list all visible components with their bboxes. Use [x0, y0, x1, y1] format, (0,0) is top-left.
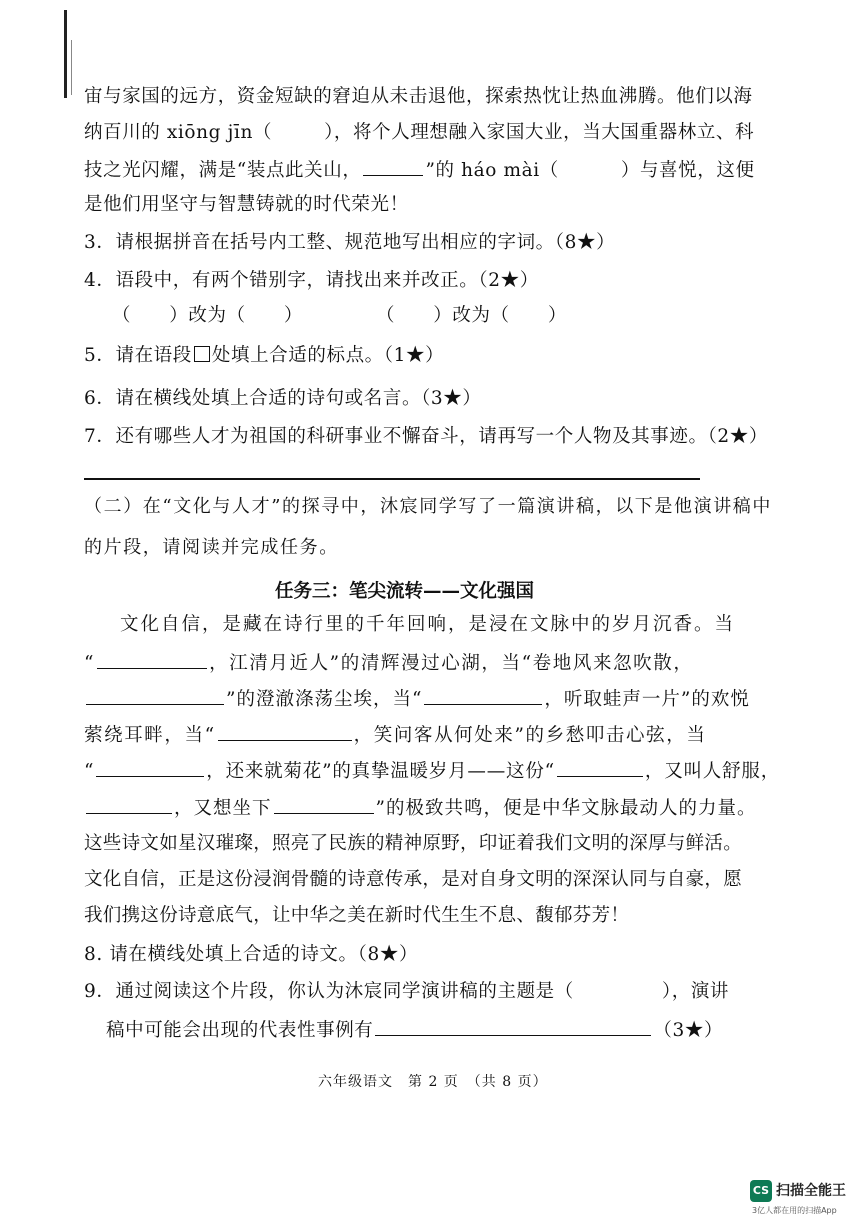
passage2-line2: “ ，江清月近人”的清辉漫过心湖，当“卷地风来忽吹散， — [84, 650, 693, 676]
question-9-line2: 稿中可能会出现的代表性事例有 （3★） — [106, 1017, 723, 1043]
passage2-line1: 文化自信，是藏在诗行里的千年回响，是浸在文脉中的岁月沉香。当 — [120, 614, 736, 635]
section2-intro-line2: 的片段，请阅读并完成任务。 — [84, 537, 339, 558]
poem-blank-8[interactable] — [86, 795, 172, 814]
passage1-line2: 纳百川的 xiōng jīn（ ），将个人理想融入家国大业，当大国重器林立、科 — [84, 122, 755, 143]
passage2-line7: 这些诗文如星汉璀璨，照亮了民族的精神原野，印证着我们文明的深厚与鲜活。 — [84, 833, 743, 854]
passage2-line5: “ ，还来就菊花”的真挚温暖岁月——这份“ ，又叫人舒服， — [84, 758, 780, 784]
poem-blank-3[interactable] — [86, 686, 224, 705]
poem-blank-6[interactable] — [96, 758, 204, 777]
section2-intro-line1: （二）在“文化与人才”的探寻中，沐宸同学写了一篇演讲稿，以下是他演讲稿中 — [84, 496, 773, 517]
poem-blank-2[interactable] — [97, 650, 207, 669]
passage2-line3: ”的澄澈涤荡尘埃，当“ ，听取蛙声一片”的欢悦 — [84, 686, 750, 712]
camscanner-tagline: 3亿人都在用的扫描App — [752, 1206, 837, 1215]
poem-blank-7[interactable] — [557, 758, 643, 777]
question-5: 5．请在语段 处填上合适的标点。（1★） — [84, 345, 445, 366]
scan-edge-mark — [64, 10, 67, 98]
question-7: 7．还有哪些人才为祖国的科研事业不懈奋斗，请再写一个人物及其事迹。（2★） — [84, 426, 768, 447]
passage1-line4: 是他们用坚守与智慧铸就的时代荣光！ — [84, 194, 409, 215]
camscanner-name: 扫描全能王 — [776, 1183, 846, 1199]
punctuation-box-icon — [194, 346, 210, 362]
question-4-answer-a[interactable]: （ ）改为（ ） — [112, 305, 304, 326]
question-8: 8. 请在横线处填上合适的诗文。（8★） — [84, 944, 419, 965]
camscanner-logo-icon: CS — [750, 1180, 772, 1202]
question-6: 6．请在横线处填上合适的诗句或名言。（3★） — [84, 388, 482, 409]
passage1-line1: 宙与家国的远方，资金短缺的窘迫从未击退他，探索热忱让热血沸腾。他们以海 — [84, 86, 753, 107]
poem-blank-9[interactable] — [274, 795, 374, 814]
passage1-line3: 技之光闪耀，满是“装点此关山， ”的 háo mài（ ）与喜悦，这便 — [84, 157, 755, 183]
passage2-line8: 文化自信，正是这份浸润骨髓的诗意传承，是对自身文明的深深认同与自豪，愿 — [84, 869, 743, 890]
poem-blank-5[interactable] — [218, 722, 352, 741]
question-9: 9．通过阅读这个片段，你认为沐宸同学演讲稿的主题是（ ），演讲 — [84, 981, 730, 1002]
question-7-answer-line[interactable] — [84, 478, 700, 480]
task-title: 任务三：笔尖流转——文化强国 — [275, 581, 535, 602]
passage2-line9: 我们携这份诗意底气，让中华之美在新时代生生不息、馥郁芬芳！ — [84, 905, 630, 926]
question-4-answer-b[interactable]: （ ）改为（ ） — [376, 305, 568, 326]
page-footer: 六年级语文 第 2 页 （共 8 页） — [318, 1074, 548, 1090]
passage2-line4: 萦绕耳畔，当“ ，笑问客从何处来”的乡愁叩击心弦，当 — [84, 722, 706, 748]
question-3: 3．请根据拼音在括号内工整、规范地写出相应的字词。（8★） — [84, 232, 616, 253]
poem-blank-4[interactable] — [424, 686, 542, 705]
question-4: 4．语段中，有两个错别字，请找出来并改正。（2★） — [84, 270, 539, 291]
example-answer-line[interactable] — [375, 1017, 651, 1036]
scan-edge-mark-thin — [71, 40, 72, 95]
poem-blank-1[interactable] — [363, 157, 423, 176]
passage2-line6: ，又想坐下 ”的极致共鸣，便是中华文脉最动人的力量。 — [84, 795, 756, 821]
